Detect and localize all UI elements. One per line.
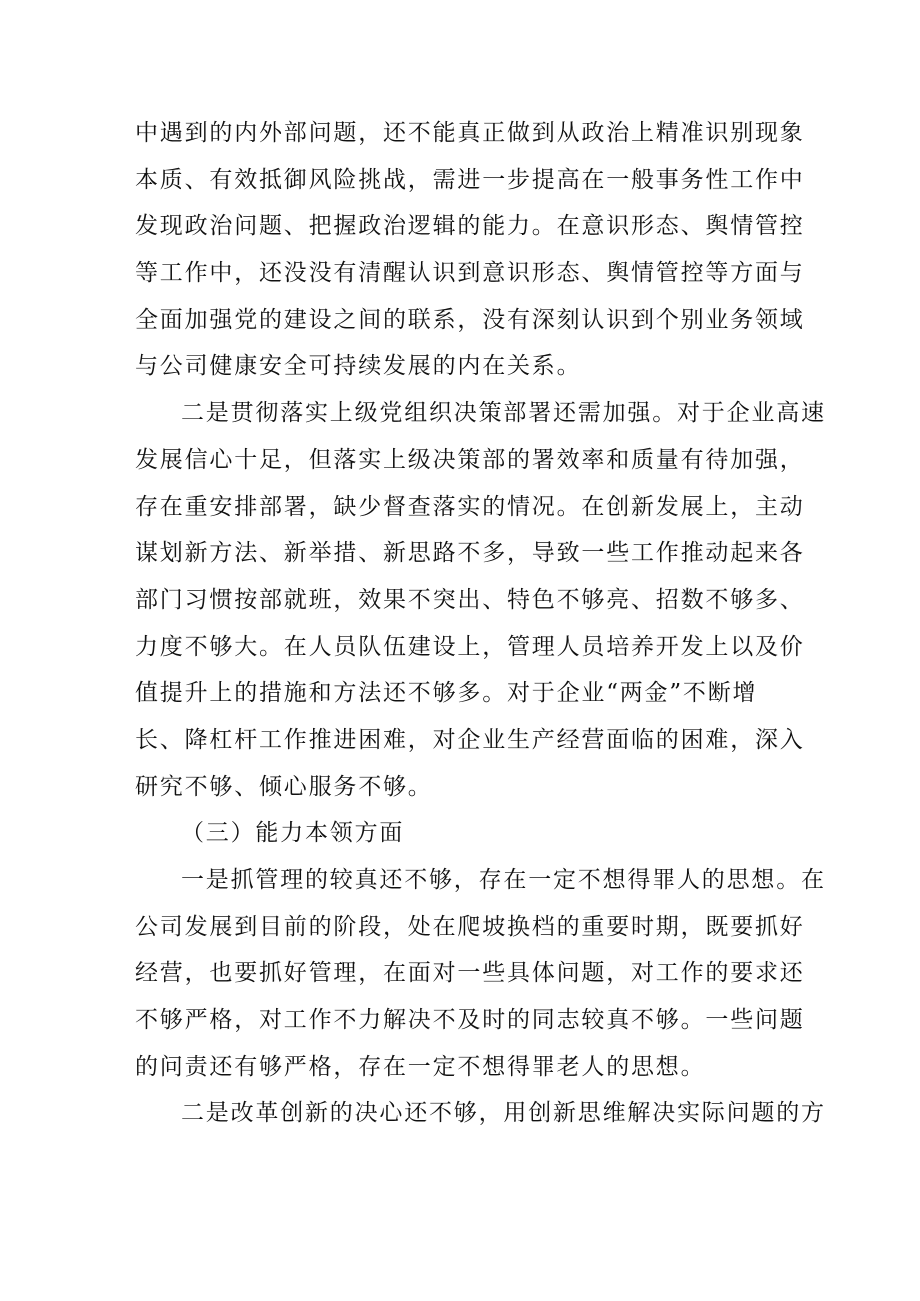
text-line: 中遇到的内外部问题，还不能真正做到从政治上精准识别现象 bbox=[135, 120, 805, 146]
text-line: 谋划新方法、新举措、新思路不多，导致一些工作推动起来各 bbox=[135, 540, 805, 567]
paragraph-first-line: 一是抓管理的较真还不够，存在一定不想得罪人的思想。在 bbox=[181, 867, 826, 893]
document-body bbox=[135, 110, 826, 1137]
text-line: 力度不够大。在人员队伍建设上，管理人员培养开发上以及价 bbox=[135, 633, 805, 660]
text-line: 研究不够、倾心服务不够。 bbox=[135, 773, 433, 800]
text-line: 的问责还有够严格，存在一定不想得罪老人的思想。 bbox=[135, 1053, 706, 1080]
text-line: 与公司健康安全可持续发展的内在关系。 bbox=[135, 353, 582, 380]
text-line: 公司发展到目前的阶段，处在爬坡换档的重要时期，既要抓好 bbox=[135, 913, 805, 940]
text-line: 不够严格，对工作不力解决不及时的同志较真不够。一些问题 bbox=[135, 1007, 805, 1034]
text-line: 发展信心十足，但落实上级决策部的署效率和质量有待加强， bbox=[135, 446, 805, 473]
text-line: 长、降杠杆工作推进困难，对企业生产经营面临的困难，深入 bbox=[135, 726, 805, 753]
text-line: 本质、有效抵御风险挑战，需进一步提高在一般事务性工作中 bbox=[135, 166, 805, 193]
text-line: 经营，也要抓好管理，在面对一些具体问题，对工作的要求还 bbox=[135, 960, 805, 987]
text-line: 等工作中，还没没有清醒认识到意识形态、舆情管控等方面与 bbox=[135, 260, 805, 287]
text-line: 存在重安排部署，缺少督查落实的情况。在创新发展上，主动 bbox=[135, 493, 805, 520]
paragraph-first-line: 二是改革创新的决心还不够，用创新思维解决实际问题的方 bbox=[181, 1100, 826, 1127]
text-line: 发现政治问题、把握政治逻辑的能力。在意识形态、舆情管控 bbox=[135, 213, 805, 240]
text-line: 部门习惯按部就班，效果不突出、特色不够亮、招数不够多、 bbox=[135, 586, 805, 613]
text-line: 全面加强党的建设之间的联系，没有深刻认识到个别业务领域 bbox=[135, 306, 805, 333]
text-line: 值提升上的措施和方法还不够多。对于企业“两金”不断增 bbox=[135, 680, 758, 707]
section-heading-text: （三）能力本领方面 bbox=[181, 820, 405, 847]
section-heading bbox=[135, 810, 795, 857]
paragraph-first-line: 二是贯彻落实上级党组织决策部署还需加强。对于企业高速 bbox=[181, 400, 826, 427]
